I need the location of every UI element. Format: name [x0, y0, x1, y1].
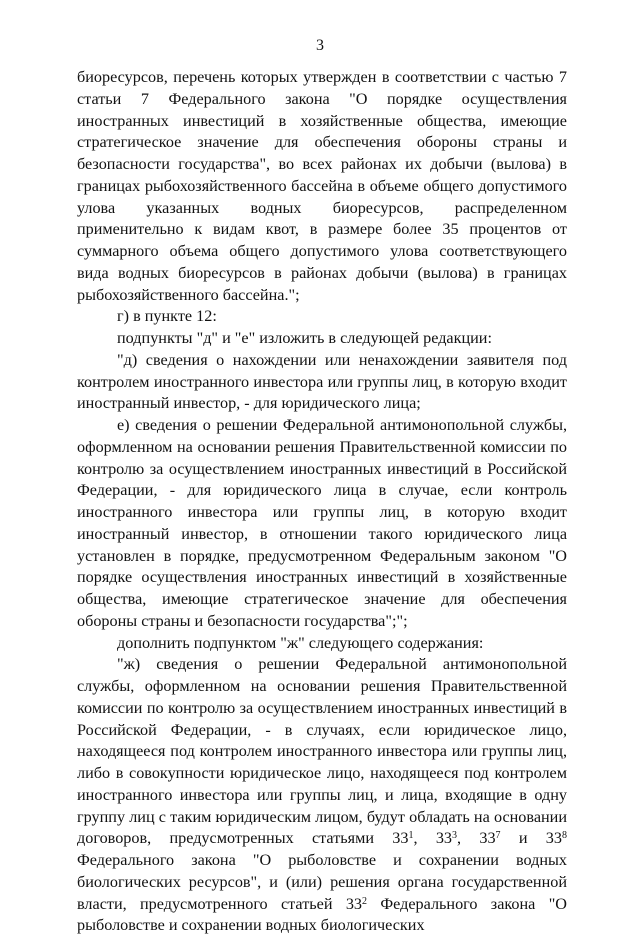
- paragraph: [77, 415, 567, 633]
- superscript: 1: [408, 830, 414, 842]
- text-segment: дополнить подпунктом "ж" следующего содержания:: [117, 633, 484, 652]
- text-segment: е) сведения о решении Федеральной антимонопольной службы, оформленном на основании решения Правительственной комиссии по контролю за осуществлением иностранных инвестиций в Российской Федерации, - для юридического лица в случае, если контроль иностранного инвестора или группы лиц, в которую входит иностранный инвестор, в отношении такого юридического лица установлен в порядке, предусмотренном Федеральным законом "О порядке осуществления иностранных инвестиций в хозяйственные общества, имеющие стратегическое значение для обеспечения обороны страны и безопасности государства";";: [77, 416, 567, 630]
- text-segment: Федерального закона "О рыболовстве и сохранении водных биологических: [77, 894, 567, 935]
- text-segment: подпункты "д" и "е" изложить в следующей редакции:: [117, 329, 492, 347]
- document-body: [77, 67, 567, 937]
- superscript: 2: [362, 895, 368, 907]
- text-segment: и 33: [500, 829, 562, 848]
- paragraph: [77, 67, 567, 306]
- page-number: 3: [316, 37, 324, 54]
- superscript: 3: [452, 830, 458, 842]
- text-segment: биоресурсов, перечень которых утвержден в соответствии с частью 7 статьи 7 Федерального закона "О порядке осуществления иностранных инвестиций в хозяйственные общества, имеющие стратегическое значение для обеспечения обороны страны и безопасности государства", во всех районах их добычи (вылова) в границах рыбохозяйственного бассейна в объеме общего допустимого улова указанных водных биоресурсов, распределенном применительно к видам квот, в размере более 35 процентов от суммарного объема общего допустимого улова соответствующего вида водных биоресурсов в районах добычи (вылова) в границах рыбохозяйственного бассейна.";: [77, 68, 567, 304]
- paragraph: [77, 633, 567, 655]
- paragraph: [77, 328, 567, 350]
- superscript: 7: [495, 830, 501, 842]
- paragraph: [77, 654, 567, 937]
- text-segment: "ж) сведения о решении Федеральной антимонопольной службы, оформленном на основании решения Правительственной комиссии по контролю за осуществлением иностранных инвестиций в Российской Федерации, - в случаях, если юридическое лицо, находящееся под контролем иностранного инвестора или группы лиц, либо в совокупности юридическое лицо, находящееся под контролем иностранного инвестора или группы лиц, и лица, входящие в одну группу лиц с таким юридическим лицом, будут обладать на основании договоров, предусмотренных статьями 33: [77, 655, 567, 848]
- text-segment: г) в пункте 12:: [117, 307, 217, 326]
- text-segment: "д) сведения о нахождении или ненахождении заявителя под контролем иностранного инвестора или группы лиц, в которую входит иностранный инвестор, - для юридического лица;: [77, 350, 567, 413]
- text-segment: , 33: [413, 829, 453, 848]
- text-segment: , 33: [457, 829, 496, 848]
- paragraph: [77, 306, 567, 328]
- superscript: 8: [562, 830, 567, 842]
- paragraph: [77, 350, 567, 415]
- text-segment: Федерального закона "О рыболовстве и сохранении водных биологических ресурсов", и (или) решения органа государственной власти, предусмотренного статьей 33: [77, 851, 567, 913]
